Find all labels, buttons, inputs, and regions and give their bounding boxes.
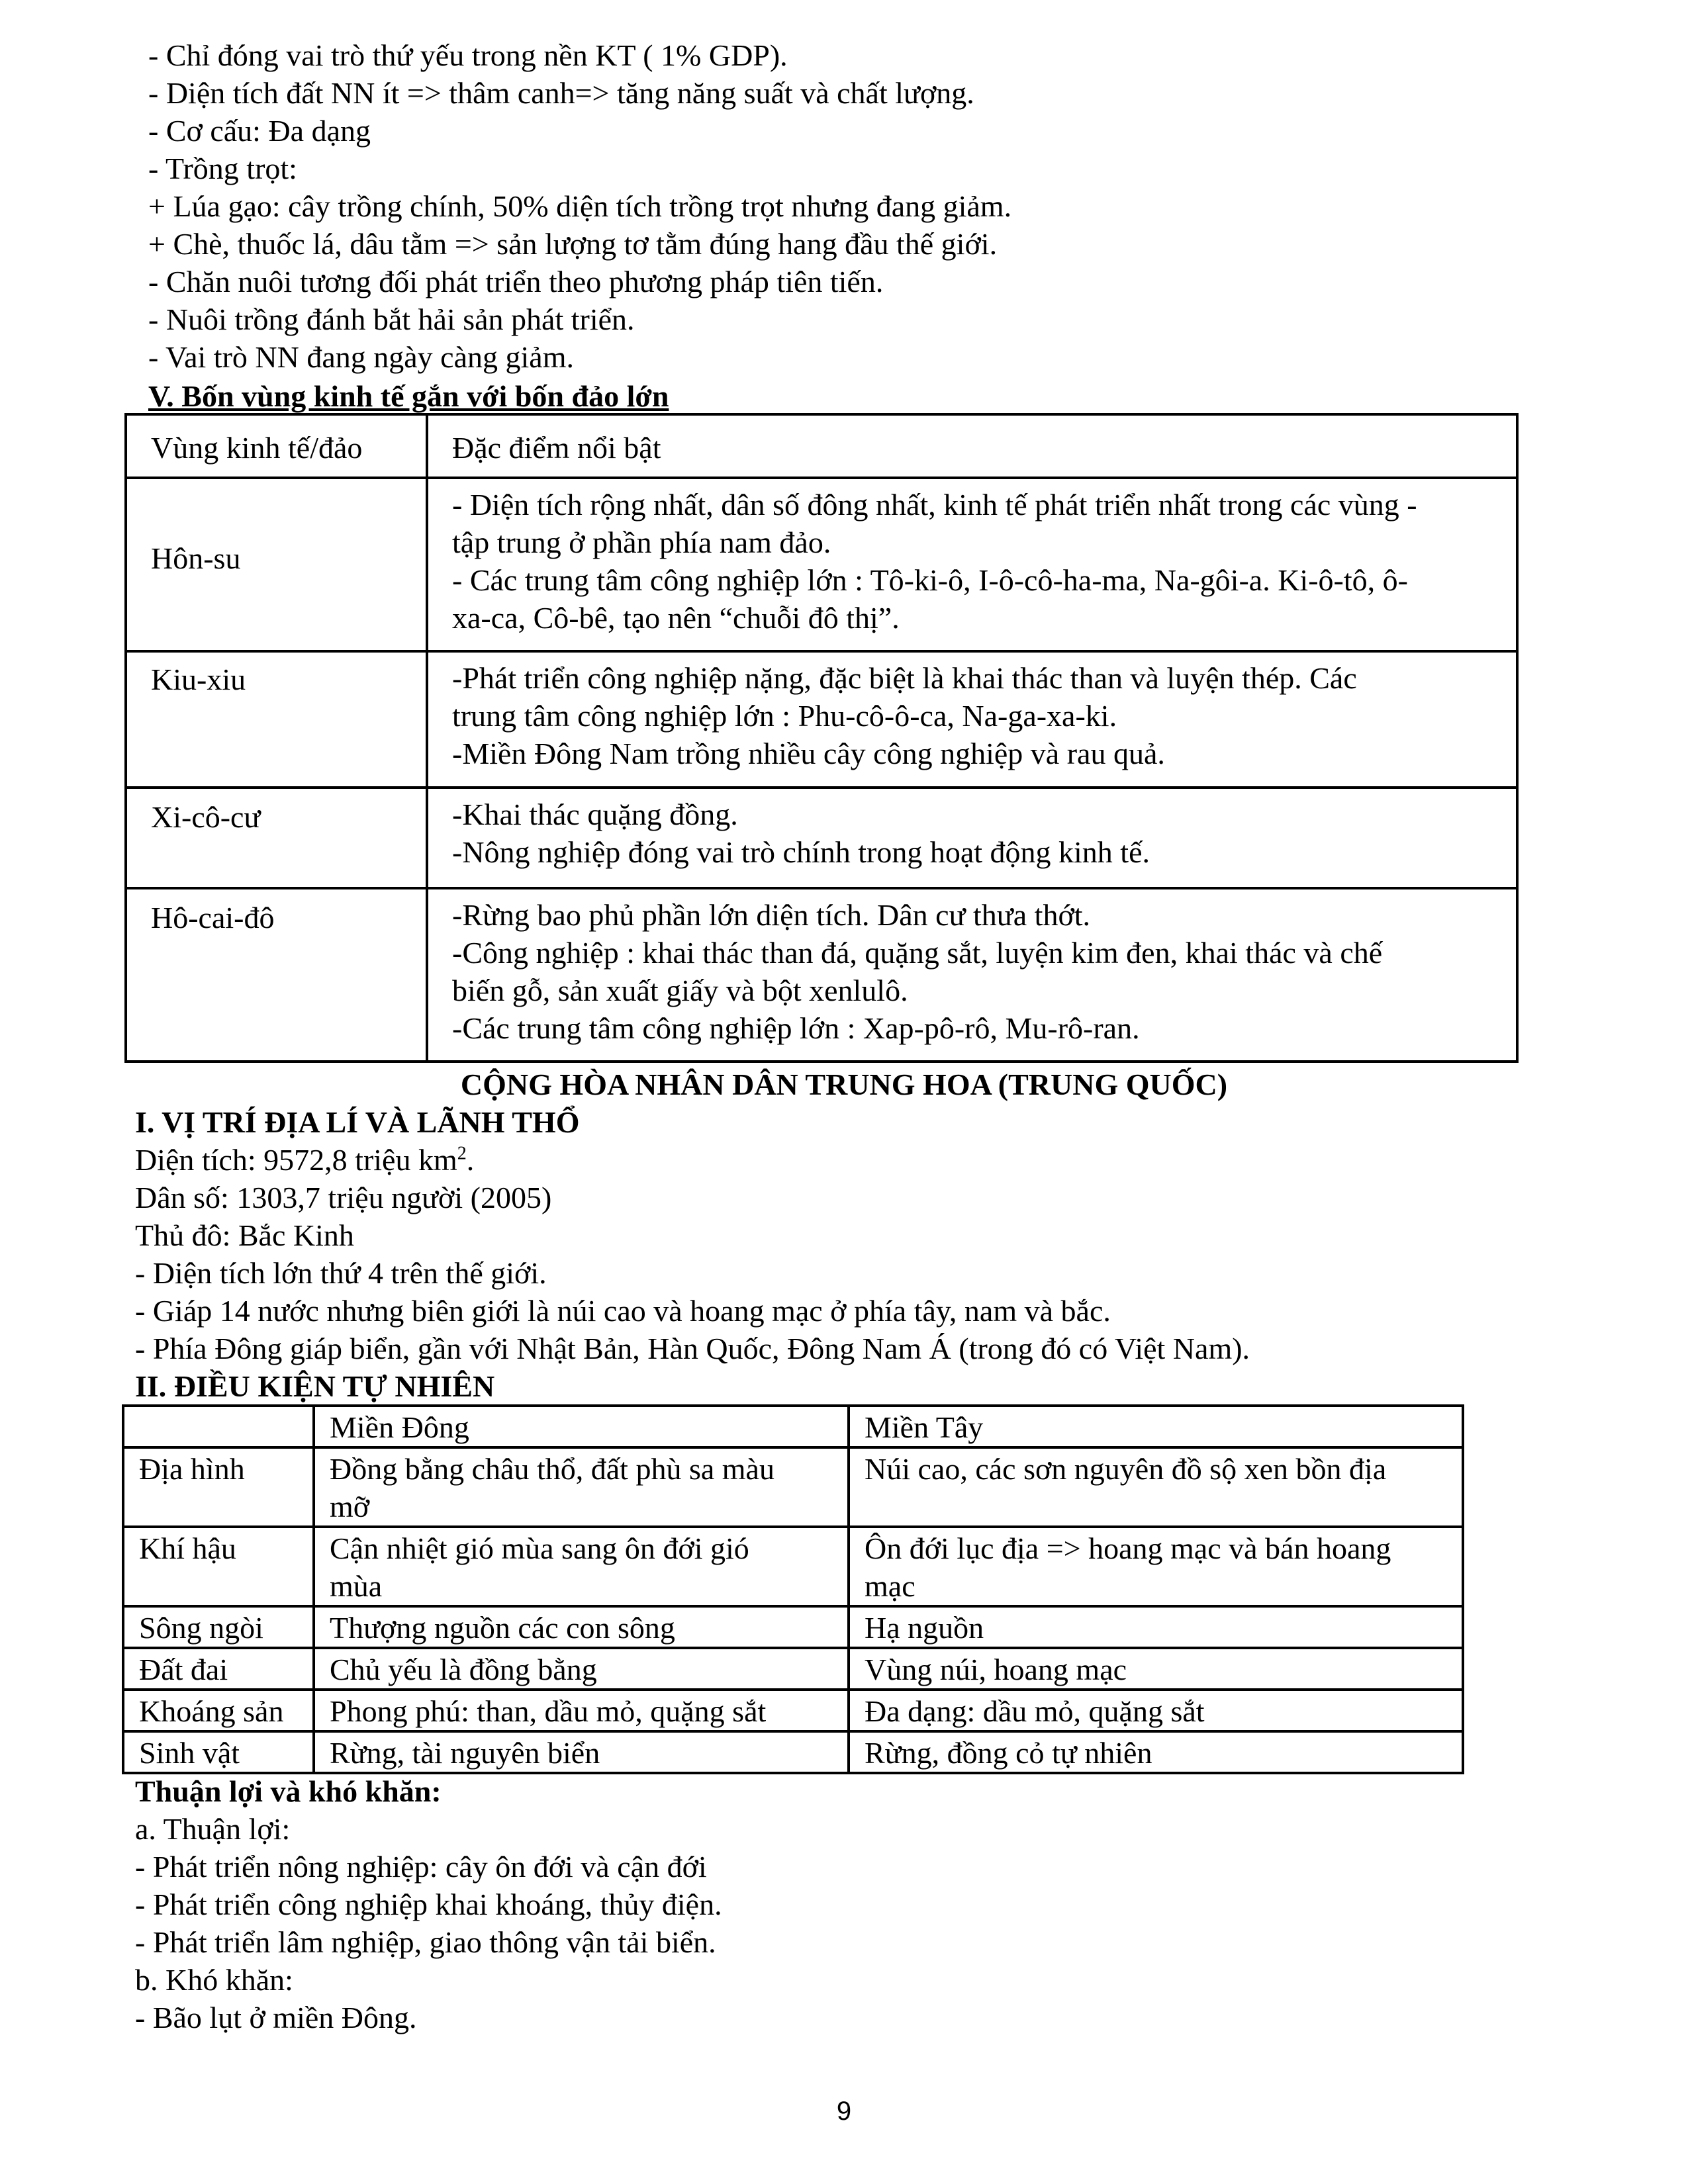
east-cell: Rừng, tài nguyên biển (314, 1731, 849, 1773)
west-cell (849, 1447, 1463, 1527)
cell-line: Đồng bằng châu thổ, đất phù sa màu (330, 1452, 774, 1486)
header-cell (123, 1406, 314, 1447)
pros-cons-line: b. Khó khăn: (135, 1963, 293, 1997)
row-label: Khoáng sản (123, 1690, 314, 1731)
cell-line: Ôn đới lục địa => hoang mạc và bán hoang (865, 1531, 1391, 1565)
east-cell: Thượng nguồn các con sông (314, 1606, 849, 1648)
intro-line: - Vai trò NN đang ngày càng giảm. (148, 340, 574, 374)
description-line: -Rừng bao phủ phần lớn diện tích. Dân cư thưa thớt. (452, 898, 1091, 932)
header-cell: Đặc điểm nổi bật (427, 414, 1517, 478)
header-cell: Miền Đông (314, 1406, 849, 1447)
region-cell: Hô-cai-đô (126, 888, 427, 1062)
cell-line: Cận nhiệt gió mùa sang ôn đới gió (330, 1531, 749, 1565)
table-row (123, 1447, 1463, 1527)
row-label: Đất đai (123, 1648, 314, 1690)
description-line: -Miền Đông Nam trồng nhiều cây công nghiệp và rau quả. (452, 737, 1165, 770)
east-cell: Phong phú: than, dầu mỏ, quặng sắt (314, 1690, 849, 1731)
pros-cons-line: a. Thuận lợi: (135, 1812, 291, 1846)
description-line: biến gỗ, sản xuất giấy và bột xenlulô. (452, 974, 908, 1007)
row-label: Khí hậu (123, 1527, 314, 1606)
table-row (126, 788, 1517, 888)
table-row (123, 1731, 1463, 1773)
intro-line: - Chỉ đóng vai trò thứ yếu trong nền KT ( 1% GDP). (148, 38, 788, 72)
table-row (123, 1648, 1463, 1690)
intro-line: - Nuôi trồng đánh bắt hải sản phát triển. (148, 302, 635, 336)
pros-cons-title: Thuận lợi và khó khăn: (135, 1774, 442, 1808)
region-cell: Kiu-xiu (126, 651, 427, 788)
description-line: -Khai thác quặng đồng. (452, 797, 738, 831)
description-line: -Công nghiệp : khai thác than đá, quặng sắt, luyện kim đen, khai thác và chế (452, 936, 1383, 970)
area-end: . (466, 1143, 475, 1177)
table-header-row (126, 414, 1517, 478)
west-cell: Rừng, đồng cỏ tự nhiên (849, 1731, 1463, 1773)
row-label: Sinh vật (123, 1731, 314, 1773)
pros-cons-line: - Phát triển công nghiệp khai khoáng, thủy điện. (135, 1888, 722, 1921)
page-number: 9 (836, 2097, 852, 2126)
pros-cons-line: - Phát triển lâm nghiệp, giao thông vận tải biển. (135, 1925, 716, 1959)
header-cell: Miền Tây (849, 1406, 1463, 1447)
description-line: trung tâm công nghiệp lớn : Phu-cô-ô-ca, Na-ga-xa-ki. (452, 699, 1117, 733)
intro-line: - Trồng trọt: (148, 152, 297, 185)
row-label: Địa hình (123, 1447, 314, 1527)
description-line: - Diện tích rộng nhất, dân số đông nhất, kinh tế phát triển nhất trong các vùng - (452, 488, 1417, 522)
section-v-title: V. Bốn vùng kinh tế gắn với bốn đảo lớn (148, 379, 669, 413)
area-text: Diện tích: 9572,8 triệu km (135, 1143, 457, 1177)
intro-line: + Lúa gạo: cây trồng chính, 50% diện tích trồng trọt nhưng đang giảm. (148, 189, 1012, 223)
intro-line: - Chăn nuôi tương đối phát triển theo phương pháp tiên tiến. (148, 265, 884, 298)
description-cell (427, 888, 1517, 1062)
west-cell: Hạ nguồn (849, 1606, 1463, 1648)
description-cell (427, 478, 1517, 651)
description-cell (427, 788, 1517, 888)
nature-table (122, 1404, 1464, 1774)
description-line: tập trung ở phần phía nam đảo. (452, 525, 831, 559)
description-line: -Phát triển công nghiệp nặng, đặc biệt là khai thác than và luyện thép. Các (452, 661, 1357, 695)
intro-line: - Diện tích đất NN ít => thâm canh=> tăng năng suất và chất lượng. (148, 76, 974, 110)
east-cell (314, 1527, 849, 1606)
table-header-row (123, 1406, 1463, 1447)
fact-line: - Diện tích lớn thứ 4 trên thế giới. (135, 1256, 547, 1290)
table-row (126, 478, 1517, 651)
regions-table (124, 413, 1519, 1063)
description-cell (427, 651, 1517, 788)
west-cell (849, 1527, 1463, 1606)
area-line (135, 1141, 474, 1179)
table-row (126, 651, 1517, 788)
description-line: xa-ca, Cô-bê, tạo nên “chuỗi đô thị”. (452, 601, 900, 635)
table-row (123, 1527, 1463, 1606)
header-cell: Vùng kinh tế/đảo (126, 414, 427, 478)
china-title: CỘNG HÒA NHÂN DÂN TRUNG HOA (TRUNG QUỐC) (460, 1068, 1228, 1101)
east-cell (314, 1447, 849, 1527)
cell-line: mạc (865, 1569, 915, 1603)
table-row (123, 1690, 1463, 1731)
description-line: -Các trung tâm công nghiệp lớn : Xap-pô-rô, Mu-rô-ran. (452, 1011, 1140, 1045)
description-line: - Các trung tâm công nghiệp lớn : Tô-ki-ô, I-ô-cô-ha-ma, Na-gôi-a. Ki-ô-tô, ô- (452, 563, 1408, 597)
region-cell: Xi-cô-cư (126, 788, 427, 888)
area-superscript: 2 (457, 1143, 467, 1164)
east-cell: Chủ yếu là đồng bằng (314, 1648, 849, 1690)
section-i-title: I. VỊ TRÍ ĐỊA LÍ VÀ LÃNH THỔ (135, 1105, 580, 1139)
cell-line: mỡ (330, 1490, 370, 1524)
cell-line: mùa (330, 1569, 383, 1603)
region-cell: Hôn-su (126, 478, 427, 651)
table-row (126, 888, 1517, 1062)
fact-line: - Giáp 14 nước nhưng biên giới là núi cao và hoang mạc ở phía tây, nam và bắc. (135, 1294, 1111, 1328)
fact-line: Dân số: 1303,7 triệu người (2005) (135, 1181, 552, 1214)
intro-line: - Cơ cấu: Đa dạng (148, 114, 371, 148)
cell-line: Núi cao, các sơn nguyên đồ sộ xen bồn địa (865, 1452, 1387, 1486)
pros-cons-line: - Phát triển nông nghiệp: cây ôn đới và cận đới (135, 1850, 707, 1884)
intro-line: + Chè, thuốc lá, dâu tằm => sản lượng tơ tằm đúng hang đầu thế giới. (148, 227, 998, 261)
west-cell: Vùng núi, hoang mạc (849, 1648, 1463, 1690)
section-ii-title: II. ĐIỀU KIỆN TỰ NHIÊN (135, 1369, 495, 1403)
pros-cons-line: - Bão lụt ở miền Đông. (135, 2001, 417, 2034)
fact-line: Thủ đô: Bắc Kinh (135, 1218, 354, 1252)
west-cell: Đa dạng: dầu mỏ, quặng sắt (849, 1690, 1463, 1731)
table-row (123, 1606, 1463, 1648)
fact-line: - Phía Đông giáp biển, gần với Nhật Bản, Hàn Quốc, Đông Nam Á (trong đó có Việt Nam). (135, 1332, 1250, 1365)
description-line: -Nông nghiệp đóng vai trò chính trong hoạt động kinh tế. (452, 835, 1150, 869)
row-label: Sông ngòi (123, 1606, 314, 1648)
